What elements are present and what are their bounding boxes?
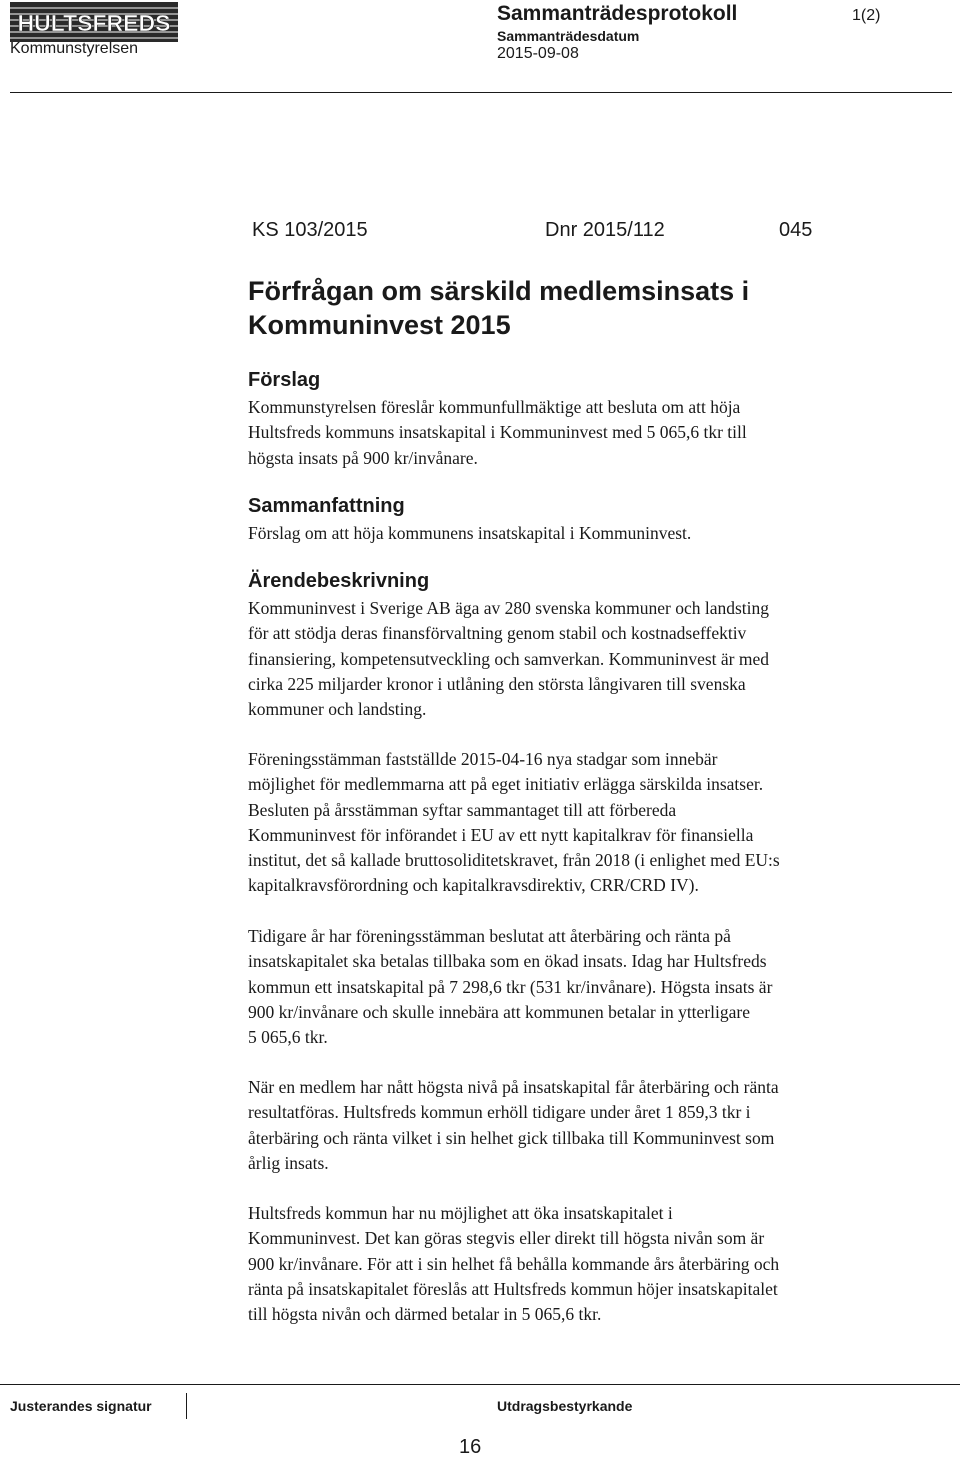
section-heading-forslag: Förslag <box>248 369 321 391</box>
logo-text: HULTSFREDS <box>17 10 171 36</box>
page-count: 1(2) <box>852 7 881 24</box>
section-text-sammanfattning: Förslag om att höja kommunens insatskapital i Kommuninvest. <box>248 523 692 543</box>
logo-graphic <box>10 2 178 42</box>
page-number: 16 <box>459 1436 482 1458</box>
signature-label: Justerandes signatur <box>10 1398 152 1414</box>
section-heading-sammanfattning: Sammanfattning <box>248 495 405 517</box>
section-heading-arendebeskrivning: Ärendebeskrivning <box>248 570 430 592</box>
header-divider <box>10 92 952 93</box>
case-number: KS 103/2015 <box>252 219 368 241</box>
meeting-date-value: 2015-09-08 <box>497 45 579 62</box>
paragraph: Tidigare år har föreningsstämman beslutat att återbäring och ränta på insatskapitalet ska betalas tillbaka som en ökad insats. Idag har Hultsfreds kommun ett insatskapital på 7 298,6 tkr (531 kr/invånare). Högsta insats är 900 kr/invånare och skulle innebära att kommunen betalar in ytterligare 5 065,6 tkr. <box>248 926 773 1048</box>
page-title: Förfrågan om särskild medlemsinsats i Kommuninvest 2015 <box>248 276 750 340</box>
signature-field <box>186 1393 317 1419</box>
section-text-forslag: Kommunstyrelsen föreslår kommunfullmäktige att besluta om att höja Hultsfreds kommuns insatskapital i Kommuninvest med 5 065,6 tkr till högsta insats på 900 kr/invånare. <box>248 397 747 468</box>
footer-divider <box>0 1384 960 1385</box>
paragraph: När en medlem har nått högsta nivå på insatskapital får återbäring och ränta resultatföras. Hultsfreds kommun erhöll tidigare under året 1 859,3 tkr i återbäring och ränta vilket i sin helhet gick tillbaka till Kommuninvest som årlig insats. <box>248 1077 779 1173</box>
municipality-logo <box>10 2 178 42</box>
diary-number: Dnr 2015/112 <box>545 219 665 241</box>
meeting-date-label: Sammanträdesdatum <box>497 28 640 44</box>
paragraph: Hultsfreds kommun har nu möjlighet att öka insatskapitalet i Kommuninvest. Det kan göras stegvis eller direkt till högsta nivån som är 900 kr/invånare. För att i sin helhet få behålla kommande års återbäring och ränta på insatskapitalet föreslås att Hultsfreds kommun höjer insatskapitalet till högsta nivån och därmed betalar in 5 065,6 tkr. <box>248 1203 780 1325</box>
document-type: Sammanträdesprotokoll <box>497 2 738 25</box>
paragraph: Föreningsstämman fastställde 2015-04-16 nya stadgar som innebär möjlighet för medlemmarna att på eget initiativ erlägga särskilda insatser. Besluten på årsstämman syftar sammantaget till att förbereda Kommuninvest för införandet i EU av ett nytt kapitalkrav för finansiella institut, det så kallade bruttosoliditetskravet, från 2018 (i enlighet med EU:s kapitalkravsförordning och kapitalkravsdirektiv, CRR/CRD IV). <box>248 749 780 896</box>
organization-name: Kommunstyrelsen <box>10 40 139 57</box>
archive-code: 045 <box>779 219 813 241</box>
certification-label: Utdragsbestyrkande <box>497 1398 633 1414</box>
paragraph: Kommuninvest i Sverige AB äga av 280 svenska kommuner och landsting för att stödja deras finansförvaltning genom stabil och kostnadseffektiv finansiering, kompetensutveckling och samverkan. Kommuninvest är med cirka 225 miljarder kronor i utlåning den största långivaren till svenska kommuner och landsting. <box>248 598 770 720</box>
